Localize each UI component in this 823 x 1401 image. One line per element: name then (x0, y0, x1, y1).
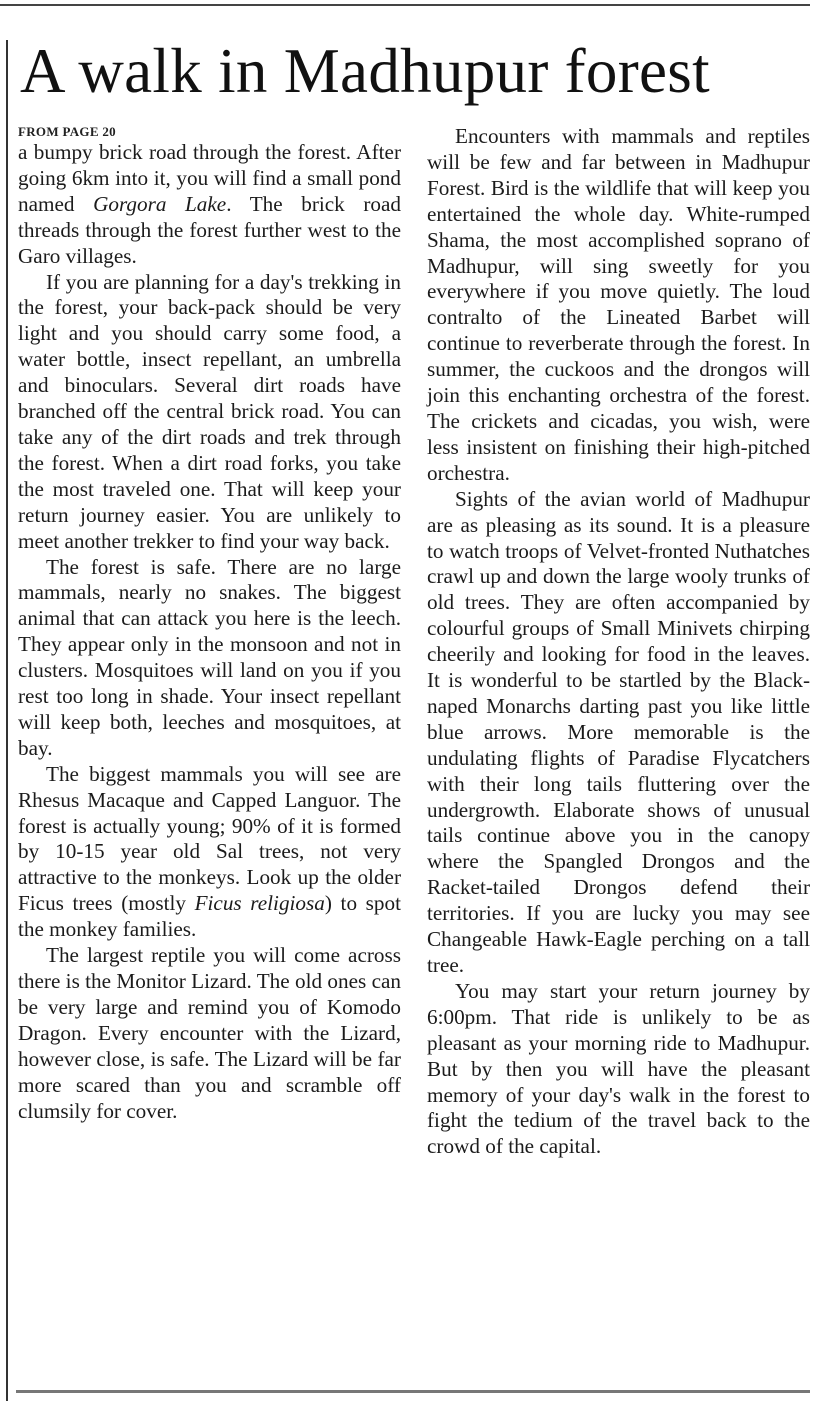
paragraph-5: The largest reptile you will come across there is the Monitor Lizard. The old ones can be very large and remind you of Komodo Dragon. Every encounter with the Lizard, however close, is safe. The Lizard will be far more scared than you and scramble off clumsily for cover. (18, 943, 401, 1123)
gorgora-lake-italic: Gorgora Lake (93, 191, 227, 216)
left-column-rule (6, 40, 8, 1401)
paragraph-1 (18, 140, 401, 270)
paragraph-4-text-a: The biggest mammals you will see are Rhesus Macaque and Capped Languor. The forest is actually young; 90% of it is formed by 10-15 year old Sal trees, not very attractive to the monkeys. Look up the older Ficus trees (mostly (18, 761, 401, 916)
paragraph-4 (18, 762, 401, 943)
paragraph-6: Encounters with mammals and reptiles will be few and far between in Madhupur Forest. Bird is the wildlife that will keep you entertained the whole day. White-rumped Shama, the most accomplished soprano of Madhupur, will sing sweetly for you everywhere if you move quietly. The loud contralto of the Lineated Barbet will continue to reverberate through the forest. In summer, the cuckoos and the drongos will join this enchanting orchestra of the forest. The crickets and cicadas, you wish, were less insistent on finishing their high-pitched orchestra. (427, 124, 810, 485)
headline: A walk in Madhupur forest (20, 36, 710, 106)
paragraph-1-text-c: . The brick road threads through the forest further west to the Garo villages. (18, 191, 401, 268)
paragraph-2: If you are planning for a day's trekking in the forest, your back-pack should be very light and you should carry some food, a water bottle, insect repellant, an umbrella and binoculars. Several dirt roads have branched off the central brick road. You can take any of the dirt roads and trek through the forest. When a dirt road forks, you take the most traveled one. That will keep your return journey easier. You are unlikely to meet another trekker to find your way back. (18, 269, 401, 553)
paragraph-7: Sights of the avian world of Madhupur are as pleasing as its sound. It is a pleasure to watch troops of Velvet-fronted Nuthatches crawl up and down the large wooly trunks of old trees. They are often accompanied by colourful groups of Small Minivets chirping cheerily and looking for food in the leaves. It is wonderful to be startled by the Black-naped Monarchs darting past you like little blue arrows. More memorable is the undulating flights of Paradise Flycatchers with their long tails fluttering over the undergrowth. Elaborate shows of unusual tails continue above you in the canopy where the Spangled Drongos and the Racket-tailed Drongos defend their territories. If you are lucky you may see Changeable Hawk-Eagle perching on a tall tree. (427, 486, 810, 977)
top-rule (0, 4, 810, 6)
ficus-religiosa-italic: Ficus religiosa (194, 891, 325, 916)
paragraph-4-text-c: ) to spot the monkey families. (18, 891, 402, 942)
right-column (427, 124, 810, 1160)
paragraph-1-text-a: a bumpy brick road through the forest. After going 6km into it, you will find a small pond named (18, 140, 401, 216)
paragraph-3: The forest is safe. There are no large mammals, nearly no snakes. The biggest animal that can attack you here is the leech. They appear only in the monsoon and not in clusters. Mosquitoes will land on you if you rest too long in shade. Your insect repellant will keep both, leeches and mosquitoes, at bay. (18, 554, 401, 760)
continued-from-page-label: FROM PAGE 20 (18, 124, 116, 139)
bottom-rule (16, 1390, 810, 1393)
left-column (18, 124, 401, 1124)
paragraph-8: You may start your return journey by 6:00pm. That ride is unlikely to be as pleasant as your morning ride to Madhupur. But by then you will have the pleasant memory of your day's walk in the forest to fight the tedium of the travel back to the crowd of the capital. (427, 978, 810, 1159)
